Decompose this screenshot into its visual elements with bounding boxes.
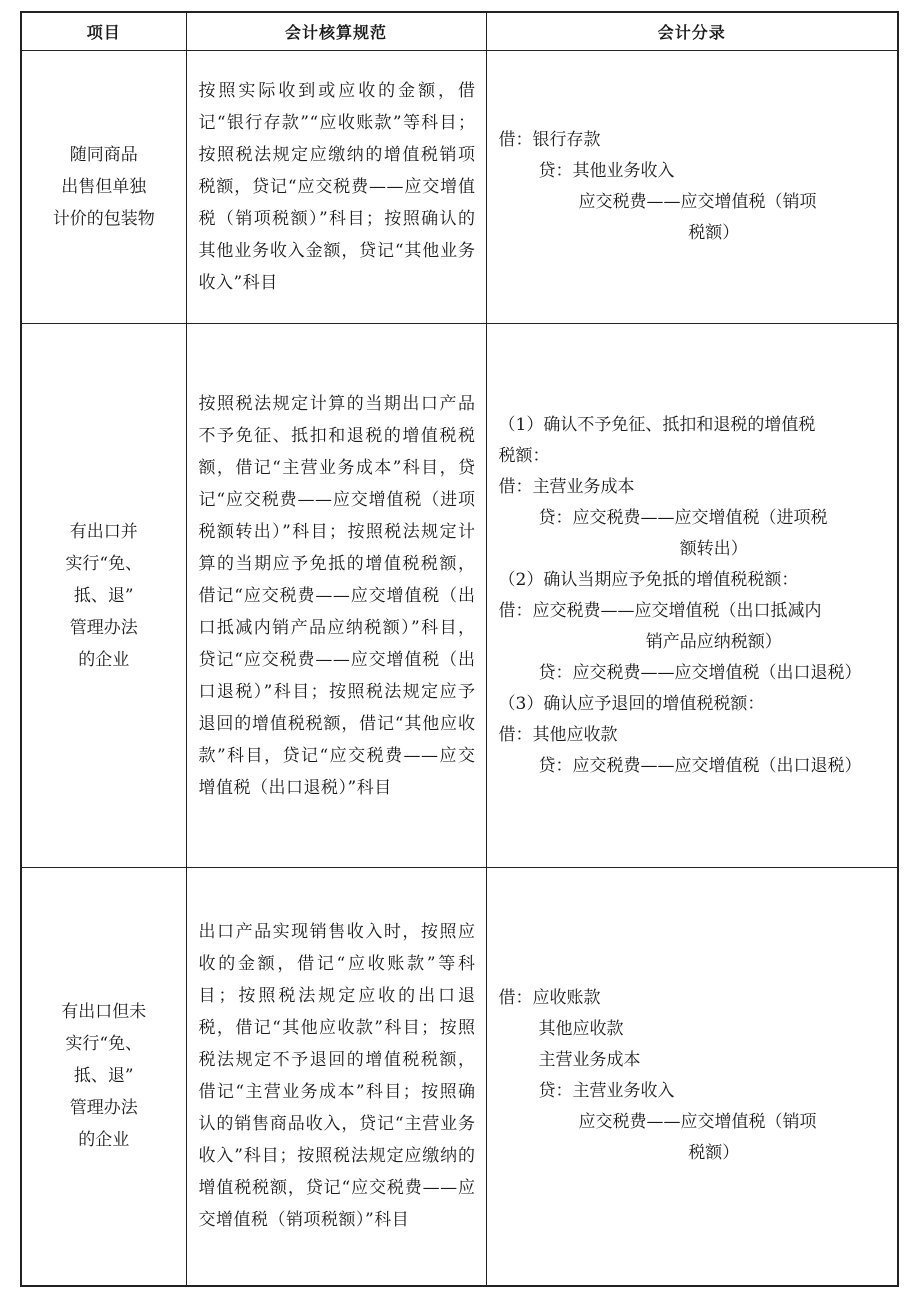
table-header-row xyxy=(21,12,898,51)
table-row xyxy=(21,868,898,1286)
entry-line: 借：银行存款 xyxy=(498,130,601,150)
entry-line: 贷：应交税费——应交增值税（出口退税） xyxy=(538,755,862,776)
header-standard: 会计核算规范 xyxy=(186,12,486,51)
entry-line: 借：其他应收款 xyxy=(498,724,618,745)
entry-line: 应交税费——应交增值税（销项 xyxy=(578,192,817,212)
row-standard: 按照税法规定计算的当期出口产品不予免征、抵扣和退税的增值税税额，借记“主营业务成本”科目，贷记“应交税费——应交增值税（进项税额转出）”科目；按照税法规定计算的当期应予免抵的增值税税额，借记“应交税费——应交增值税（出口抵减内销产品应纳税额）”科目，贷记“应交税费——应交增值税（出口退税）”科目；按照税法规定应予退回的增值税税额，借记“其他应收款”科目，贷记“应交税费——应交增值税（出口退税）”科目 xyxy=(186,324,486,868)
entry-line: 贷：应交税费——应交增值税（进项税 xyxy=(538,507,828,528)
row-standard: 按照实际收到或应收的金额，借记“银行存款”“应收账款”等科目；按照税法规定应缴纳的增值税销项税额，贷记“应交税费——应交增值税（销项税额）”科目；按照确认的其他业务收入金额，贷记“其他业务收入”科目 xyxy=(186,51,486,324)
row-entries xyxy=(486,324,898,868)
entry-line: 额转出） xyxy=(679,538,748,559)
entry-line: （1）确认不予免征、抵扣和退税的增值税 xyxy=(498,414,816,435)
entry-line: 贷：主营业务收入 xyxy=(538,1081,675,1102)
table-row xyxy=(21,324,898,868)
row-item: 随同商品 出售但单独 计价的包装物 xyxy=(21,51,186,324)
entry-line: 其他应收款 xyxy=(538,1019,624,1040)
entry-line: 应交税费——应交增值税（销项 xyxy=(578,1112,817,1133)
table-row xyxy=(21,51,898,324)
accounting-table xyxy=(20,11,899,1287)
entry-line: （2）确认当期应予免抵的增值税税额： xyxy=(498,569,799,590)
entry-line: 贷：应交税费——应交增值税（出口退税） xyxy=(538,662,862,683)
entry-line: 销产品应纳税额） xyxy=(645,631,782,652)
row-standard: 出口产品实现销售收入时，按照应收的金额，借记“应收账款”等科目；按照税法规定应收的出口退税，借记“其他应收款”科目；按照税法规定不予退回的增值税税额，借记“主营业务成本”科目；按照确认的销售商品收入，贷记“主营业务收入”科目；按照税法规定应缴纳的增值税税额，贷记“应交税费——应交增值税（销项税额）”科目 xyxy=(186,868,486,1286)
entry-line: 税额） xyxy=(688,223,740,243)
entry-line: 主营业务成本 xyxy=(538,1050,641,1071)
row-entries xyxy=(486,868,898,1286)
entry-line: 税额： xyxy=(498,445,550,466)
entry-line: 贷：其他业务收入 xyxy=(538,161,675,181)
header-item: 项目 xyxy=(21,12,186,51)
entry-line: 借：应收账款 xyxy=(498,988,601,1009)
header-entry: 会计分录 xyxy=(486,12,898,51)
row-item: 有出口并 实行“免、 抵、退” 管理办法 的企业 xyxy=(21,324,186,868)
row-item: 有出口但未 实行“免、 抵、退” 管理办法 的企业 xyxy=(21,868,186,1286)
entry-line: 借：主营业务成本 xyxy=(498,476,635,497)
row-entries xyxy=(486,51,898,324)
entry-line: 税额） xyxy=(688,1143,740,1164)
entry-line: （3）确认应予退回的增值税税额： xyxy=(498,693,765,714)
entry-line: 借：应交税费——应交增值税（出口抵减内 xyxy=(498,600,822,621)
